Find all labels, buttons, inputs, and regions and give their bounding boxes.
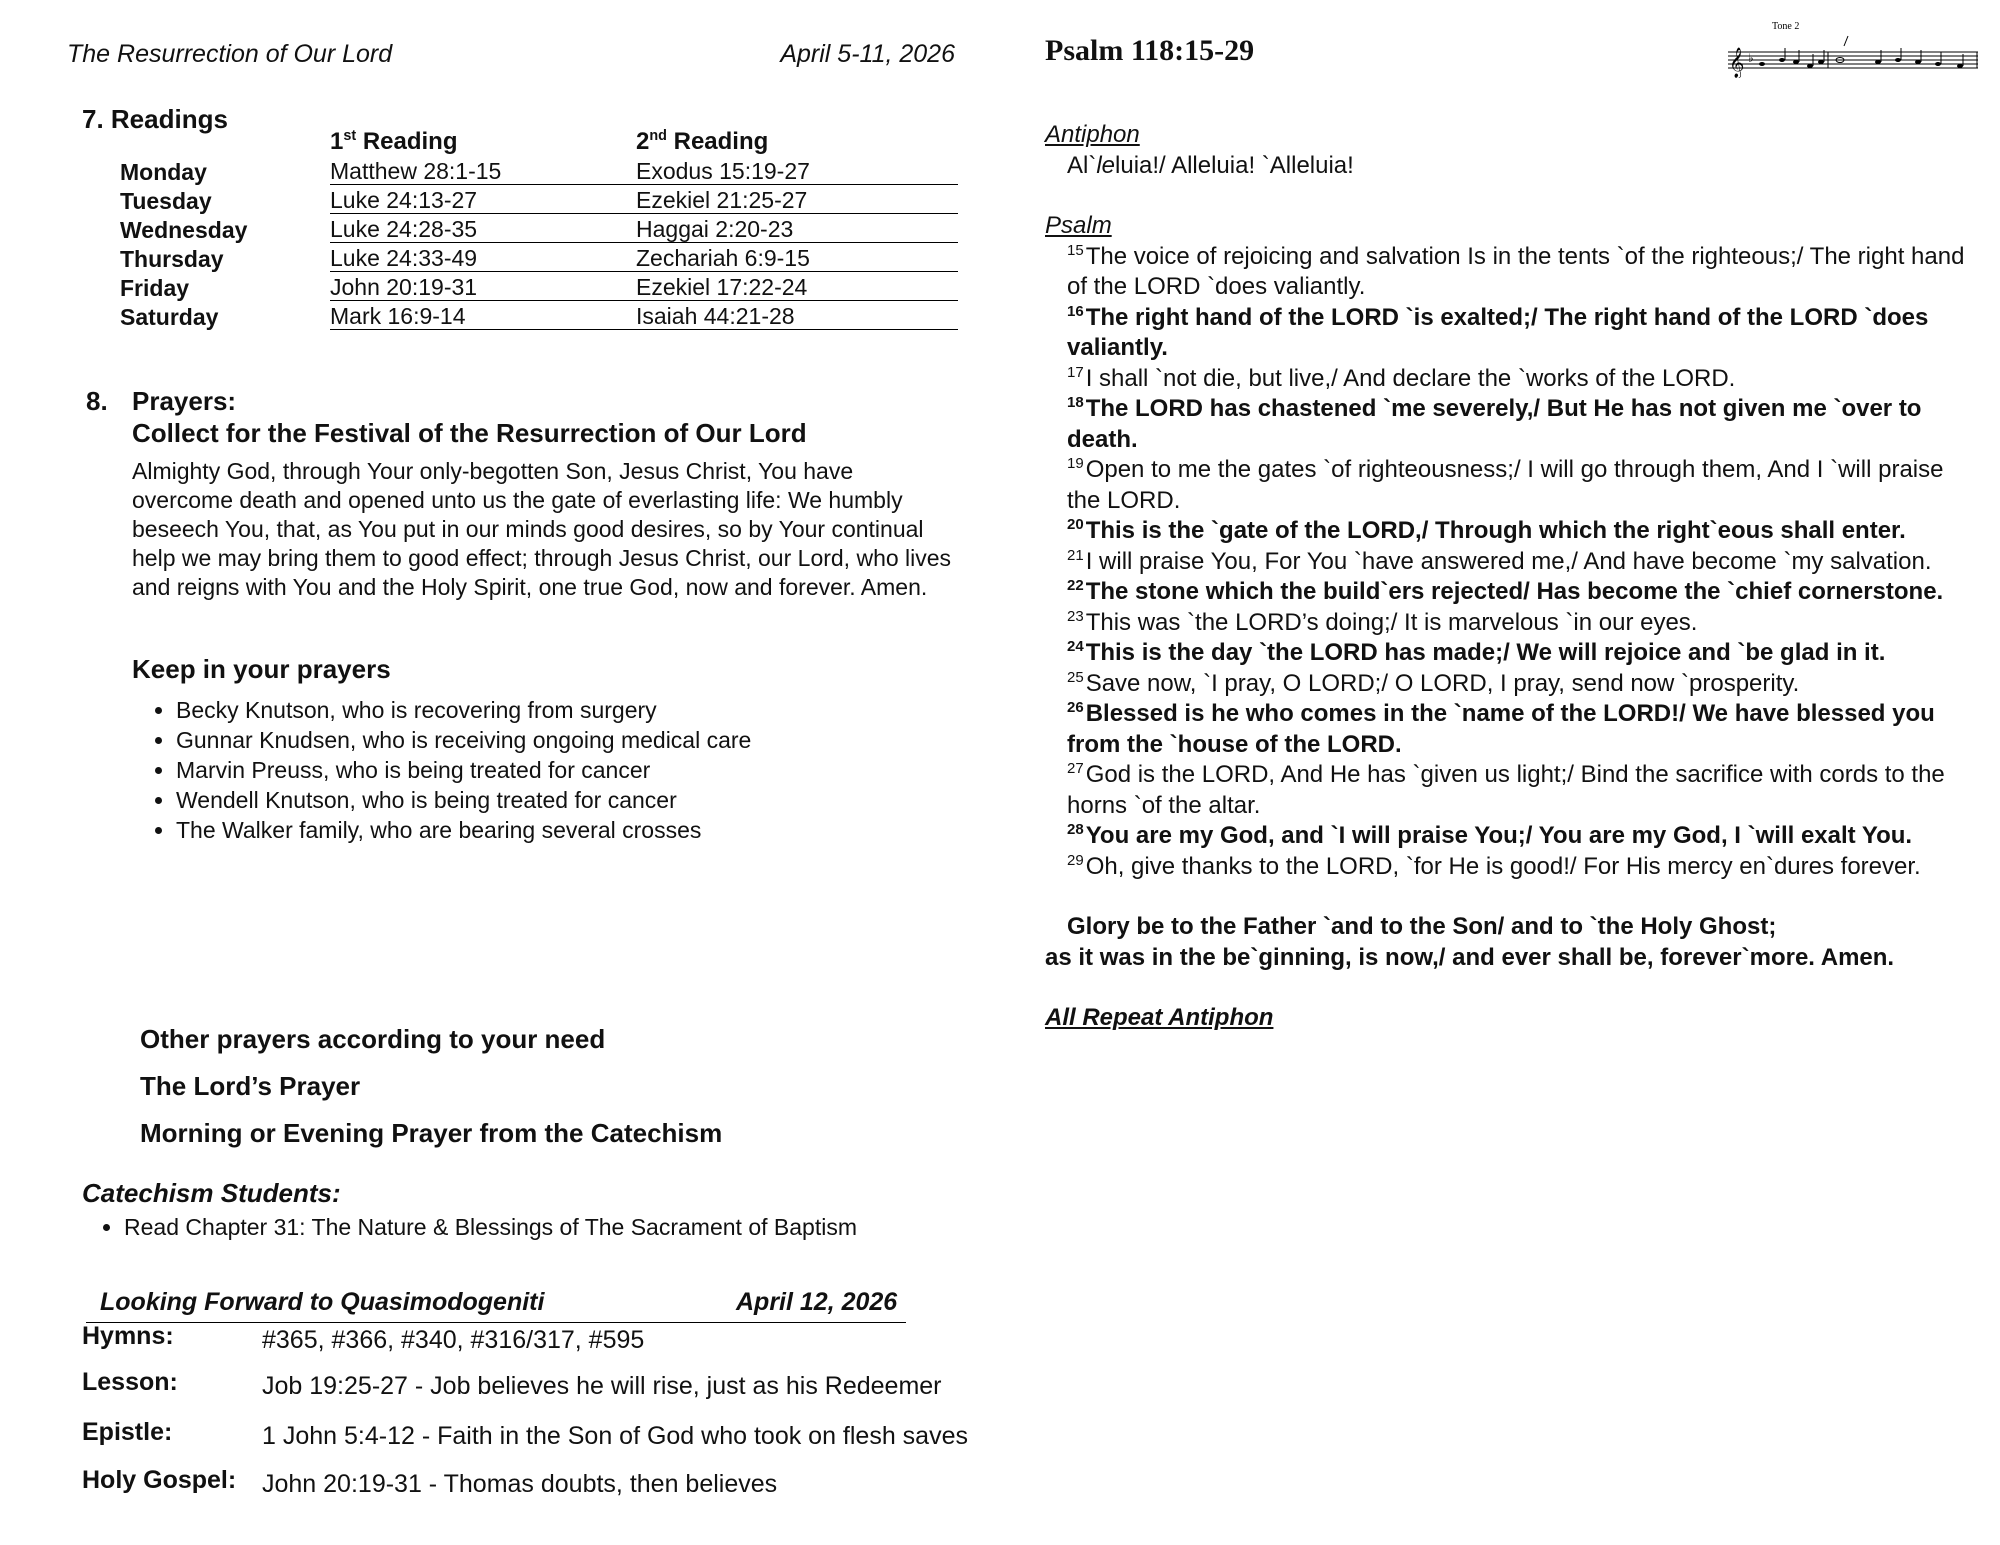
prayers-number: 8. <box>86 386 108 416</box>
verse-text: Oh, give thanks to the LORD, `for He is good!/ For His mercy en`dures forever. <box>1085 852 1921 880</box>
antiphon-text: Al`leluia!/ Alleluia! `Alleluia! <box>1067 151 1354 179</box>
second-reading: Ezekiel 17:22-24 <box>636 272 958 301</box>
collect-heading: Collect for the Festival of the Resurrection of Our Lord <box>132 418 807 448</box>
first-reading-header: 1st Reading <box>330 128 458 155</box>
verse-number: 19 <box>1067 455 1084 472</box>
psalm-verse <box>1045 608 1980 639</box>
first-reading: John 20:19-31 <box>330 272 636 301</box>
reading-day: Monday <box>120 158 207 185</box>
looking-forward-header <box>86 1288 906 1323</box>
row-label: Hymns: <box>82 1322 174 1350</box>
verse-text: Blessed is he who comes in the `name of the LORD!/ We have blessed you from the `house of the LORD. <box>1067 700 1935 758</box>
psalm-verses <box>1045 211 1980 1034</box>
keep-heading: Keep in your prayers <box>132 654 391 684</box>
first-reading: Matthew 28:1-15 <box>330 156 636 185</box>
psalm-verse <box>1045 669 1980 700</box>
table-row <box>120 272 958 301</box>
repeat-antiphon: All Repeat Antiphon <box>1045 1004 1274 1031</box>
prayer-list <box>132 695 952 845</box>
readings-heading: 7. Readings <box>82 104 228 134</box>
verse-text: You are my God, and `I will praise You;/ You are my God, I `will exalt You. <box>1085 822 1913 849</box>
psalm-verse <box>1045 821 1980 852</box>
list-item: • Marvin Preuss, who is being treated for cancer <box>176 755 952 785</box>
psalm-title: Psalm 118:15-29 <box>1045 34 1255 67</box>
reading-day: Friday <box>120 274 190 301</box>
verse-text: Save now, `I pray, O LORD;/ O LORD, I pray, send now `prosperity. <box>1085 669 1800 697</box>
reading-day: Wednesday <box>120 216 248 243</box>
verse-text: The stone which the build`ers rejected/ Has become the `chief cornerstone. <box>1085 578 1944 605</box>
second-reading: Zechariah 6:9-15 <box>636 243 958 272</box>
row-value: Job 19:25-27 - Job believes he will rise, just as his Redeemer <box>262 1372 942 1400</box>
verse-number: 29 <box>1067 851 1084 869</box>
verse-text: Open to me the gates `of righteousness;/ I will go through them, And I `will praise the LORD. <box>1067 456 1944 514</box>
table-row <box>120 185 958 214</box>
psalm-verse <box>1045 577 1980 608</box>
row-value: John 20:19-31 - Thomas doubts, then believes <box>262 1470 778 1498</box>
gloria-line-2: as it was in the be`ginning, is now,/ and ever shall be, forever`more. Amen. <box>1045 943 1895 971</box>
catechism-prayer: Morning or Evening Prayer from the Catechism <box>140 1118 723 1148</box>
verse-text: This is the `gate of the LORD,/ Through which the right`eous shall enter. <box>1085 517 1906 544</box>
psalm-verse <box>1045 303 1980 364</box>
verse-text: God is the LORD, And He has `given us light;/ Bind the sacrifice with cords to the horns `of the altar. <box>1067 761 1945 819</box>
other-prayers: Other prayers according to your need <box>140 1024 606 1054</box>
verse-number: 26 <box>1067 699 1084 716</box>
verse-number: 24 <box>1067 638 1084 655</box>
table-row <box>120 214 958 243</box>
service-dates: April 5-11, 2026 <box>780 40 955 68</box>
verse-number: 21 <box>1067 546 1084 564</box>
verse-number: 16 <box>1067 302 1084 320</box>
list-item: • Becky Knutson, who is recovering from surgery <box>176 695 952 725</box>
second-reading: Isaiah 44:21-28 <box>636 301 958 330</box>
verse-list <box>1045 242 1980 883</box>
keep-in-prayers-section <box>132 654 952 845</box>
verse-number: 23 <box>1067 607 1084 625</box>
reading-day: Saturday <box>120 303 219 330</box>
reading-day: Tuesday <box>120 187 212 214</box>
first-reading: Luke 24:33-49 <box>330 243 636 272</box>
tone-label: Tone 2 <box>1772 21 1800 32</box>
psalm-verse <box>1045 394 1980 455</box>
verse-text: The right hand of the LORD `is exalted;/ The right hand of the LORD `does valiantly. <box>1067 303 1929 361</box>
antiphon-label: Antiphon <box>1045 121 1140 148</box>
verse-number: 20 <box>1067 516 1084 533</box>
verse-number: 15 <box>1067 241 1084 259</box>
second-reading-header: 2nd Reading <box>636 128 769 155</box>
psalm-verse <box>1045 760 1980 821</box>
service-title: The Resurrection of Our Lord <box>67 40 393 68</box>
verse-text: This was `the LORD’s doing;/ It is marvelous `in our eyes. <box>1085 608 1698 636</box>
second-reading: Exodus 15:19-27 <box>636 156 958 185</box>
first-reading: Luke 24:13-27 <box>330 185 636 214</box>
psalm-label: Psalm <box>1045 212 1112 239</box>
catechism-heading: Catechism Students: <box>82 1178 341 1208</box>
verse-text: I shall `not die, but live,/ And declare the `works of the LORD. <box>1085 364 1736 392</box>
antiphon-section <box>1045 120 1980 181</box>
verse-number: 27 <box>1067 760 1084 777</box>
second-reading: Haggai 2:20-23 <box>636 214 958 243</box>
reading-day: Thursday <box>120 245 224 272</box>
lords-prayer: The Lord’s Prayer <box>140 1071 361 1101</box>
psalm-verse <box>1045 242 1980 303</box>
list-item: • Wendell Knutson, who is being treated for cancer <box>176 785 952 815</box>
first-reading: Mark 16:9-14 <box>330 301 636 330</box>
prayers-heading: Prayers: <box>132 386 237 416</box>
collect-section <box>132 418 952 602</box>
catechism-list <box>82 1212 857 1242</box>
psalm-verse <box>1045 638 1980 669</box>
row-label: Epistle: <box>82 1418 173 1446</box>
svg-text:𝄞: 𝄞 <box>1729 48 1745 78</box>
collect-text: Almighty God, through Your only-begotten Son, Jesus Christ, You have overcome death and opened unto us the gate of everlasting life: We humbly beseech You, that, as You put in our minds good desires, so by Your continual help we may bring them to good effect; through Jesus Christ, our Lord, who lives and reigns with You and the Holy Spirit, one true God, now and forever. Amen. <box>132 458 952 600</box>
psalm-verse <box>1045 364 1980 395</box>
right-page <box>1040 0 1990 1545</box>
verse-number: 28 <box>1067 821 1084 838</box>
verse-number: 22 <box>1067 577 1084 594</box>
list-item: • The Walker family, who are bearing several crosses <box>176 815 952 845</box>
looking-forward-title: Looking Forward to Quasimodogeniti <box>100 1288 545 1316</box>
row-value: 1 John 5:4-12 - Faith in the Son of God who took on flesh saves <box>262 1422 968 1450</box>
list-item: • Gunnar Knudsen, who is receiving ongoing medical care <box>176 725 952 755</box>
verse-text: This is the day `the LORD has made;/ We will rejoice and `be glad in it. <box>1085 639 1886 666</box>
verse-text: The LORD has chastened `me severely,/ But He has not given me `over to death. <box>1067 395 1922 453</box>
psalm-verse <box>1045 852 1980 883</box>
row-label: Holy Gospel: <box>82 1466 237 1494</box>
gloria-line-1: Glory be to the Father `and to the Son/ and to `the Holy Ghost; <box>1067 913 1777 940</box>
verse-number: 25 <box>1067 668 1084 686</box>
readings-table <box>120 128 958 330</box>
verse-number: 18 <box>1067 394 1084 411</box>
verse-text: The voice of rejoicing and salvation Is in the tents `of the righteous;/ The right hand of the LORD `does valiantly. <box>1067 242 1965 300</box>
second-reading: Ezekiel 21:25-27 <box>636 185 958 214</box>
psalm-verse <box>1045 455 1980 516</box>
verse-number: 17 <box>1067 363 1084 381</box>
psalm-verse <box>1045 516 1980 547</box>
looking-forward-date: April 12, 2026 <box>736 1288 898 1316</box>
row-label: Lesson: <box>82 1368 178 1396</box>
readings-header-row <box>120 128 958 156</box>
table-row <box>120 301 958 330</box>
list-item: • Read Chapter 31: The Nature & Blessings of The Sacrament of Baptism <box>124 1212 857 1242</box>
first-reading: Luke 24:28-35 <box>330 214 636 243</box>
tone-notation-icon <box>1728 18 1978 78</box>
svg-text:♭: ♭ <box>1748 51 1754 65</box>
verse-text: I will praise You, For You `have answered me,/ And have become `my salvation. <box>1085 547 1932 575</box>
table-row <box>120 243 958 272</box>
psalm-verse <box>1045 699 1980 760</box>
psalm-verse <box>1045 547 1980 578</box>
table-row <box>120 156 958 185</box>
row-value: #365, #366, #340, #316/317, #595 <box>262 1326 645 1354</box>
